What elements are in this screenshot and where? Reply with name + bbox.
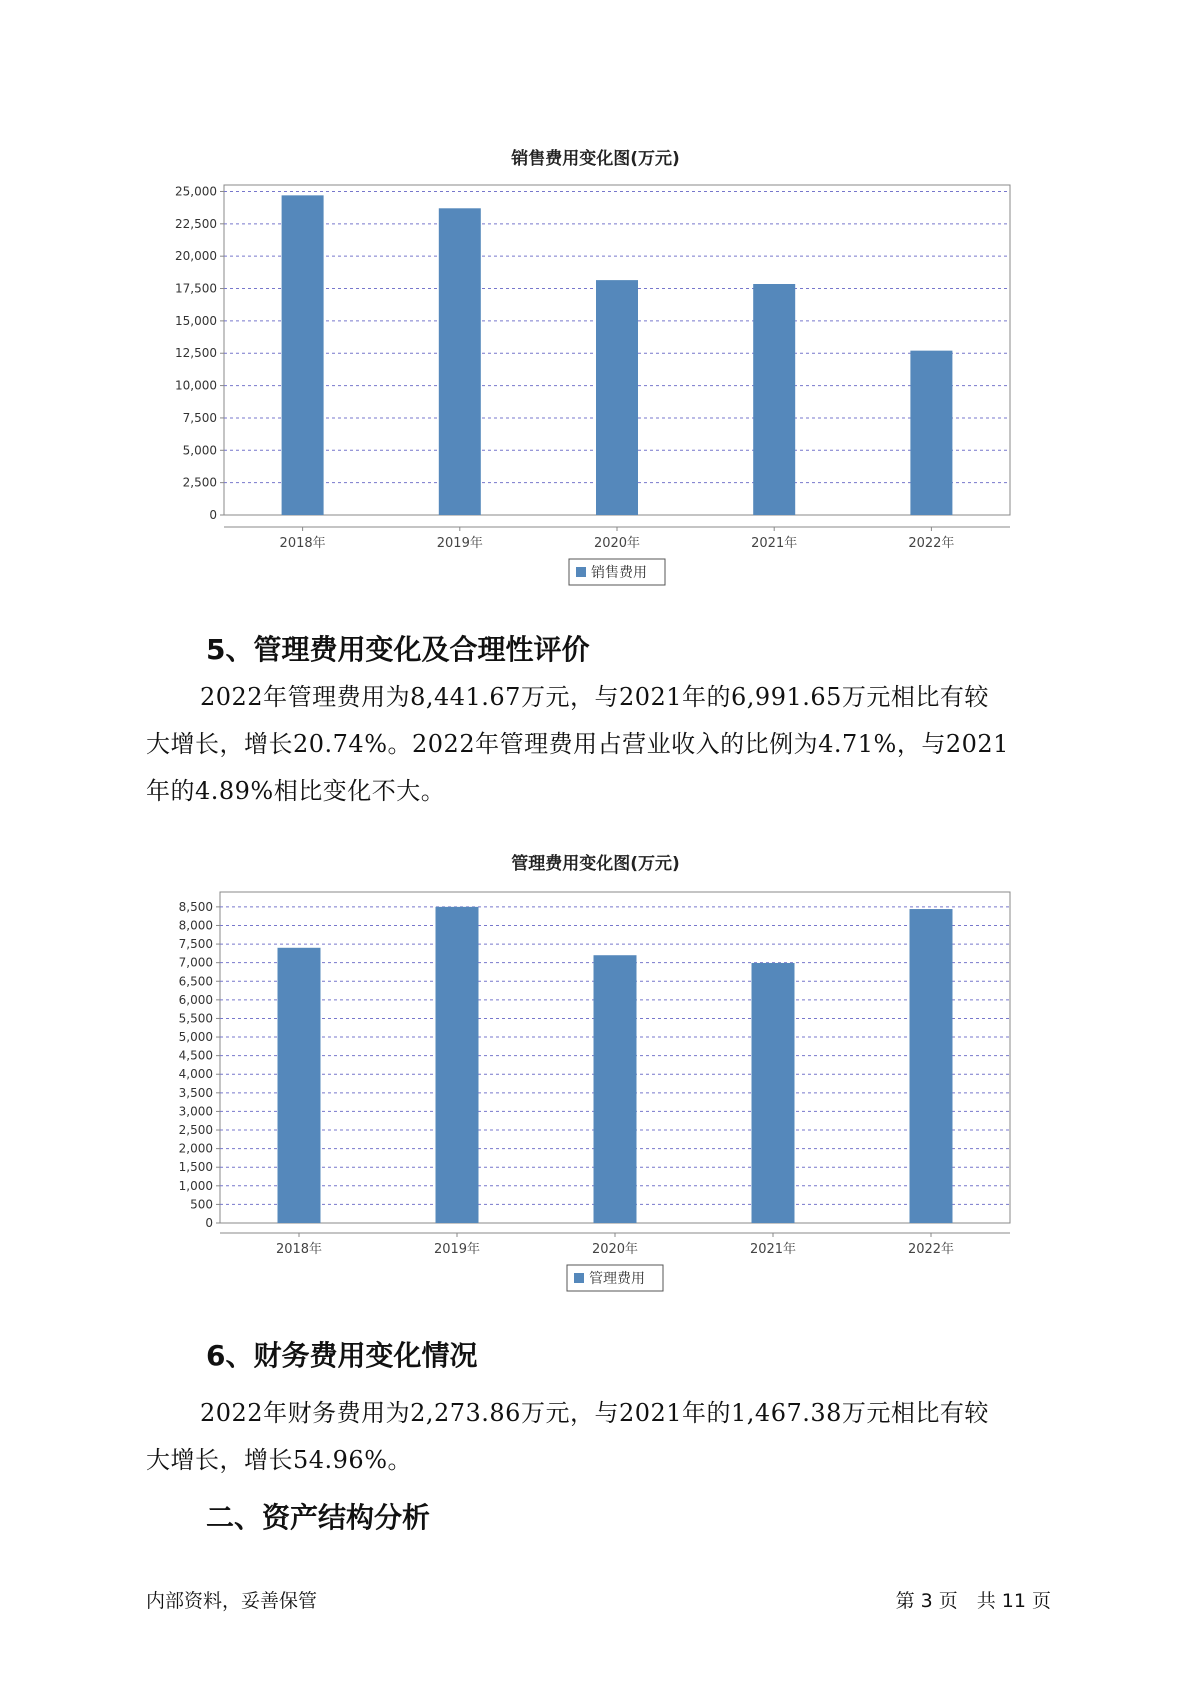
y-tick-label: 15,000: [175, 313, 217, 328]
sales-expense-chart: [0, 170, 1191, 590]
mgmt-chart-title: 管理费用变化图(万元): [511, 854, 680, 874]
y-tick-label: 7,500: [178, 937, 213, 952]
part-2-heading: 二、资产结构分析: [206, 1501, 431, 1534]
y-tick-label: 2,500: [178, 1123, 213, 1138]
y-tick-label: 2,000: [178, 1141, 213, 1156]
legend-label: 销售费用: [591, 565, 647, 581]
section-5-heading: 5、管理费用变化及合理性评价: [206, 633, 590, 666]
y-tick-label: 22,500: [175, 216, 217, 231]
bar: [596, 280, 638, 515]
y-tick-label: 5,500: [178, 1011, 213, 1026]
y-tick-label: 4,500: [178, 1048, 213, 1063]
x-tick-label: 2022年: [907, 1242, 955, 1257]
y-tick-label: 0: [209, 508, 217, 522]
bar: [910, 351, 952, 515]
y-tick-label: 4,000: [178, 1067, 213, 1082]
legend-label: 管理费用: [589, 1271, 645, 1287]
y-tick-label: 5,000: [182, 443, 217, 458]
bar: [910, 909, 953, 1223]
para-line: 大增长，增长20.74%。2022年管理费用占营业收入的比例为4.71%，与2021: [146, 730, 1009, 758]
section-5-paragraph: [146, 674, 1066, 815]
bar: [753, 284, 795, 515]
x-tick-label: 2019年: [436, 536, 483, 551]
y-tick-label: 6,500: [178, 974, 213, 989]
bar: [752, 963, 795, 1223]
mgmt-expense-chart: [0, 880, 1191, 1300]
bar: [439, 208, 481, 515]
y-tick-label: 3,000: [178, 1104, 213, 1119]
para-line: 年的4.89%相比变化不大。: [146, 777, 446, 805]
y-tick-label: 7,500: [182, 410, 217, 425]
bar: [436, 907, 479, 1223]
y-tick-label: 8,000: [178, 918, 213, 933]
y-tick-label: 0: [205, 1216, 213, 1230]
x-tick-label: 2018年: [275, 1242, 323, 1257]
y-tick-label: 3,500: [178, 1085, 213, 1100]
section-6-paragraph: [146, 1390, 1066, 1484]
x-tick-label: 2020年: [593, 536, 641, 551]
y-tick-label: 7,000: [178, 955, 213, 970]
bar: [278, 948, 321, 1223]
y-tick-label: 5,000: [178, 1030, 213, 1045]
x-tick-label: 2020年: [591, 1242, 639, 1257]
y-tick-label: 2,500: [182, 475, 217, 490]
section-6-heading: 6、财务费用变化情况: [206, 1339, 478, 1372]
footer-page-number: 第 3 页 共 11 页: [895, 1590, 1051, 1612]
y-tick-label: 25,000: [175, 184, 217, 199]
sales-chart-title: 销售费用变化图(万元): [511, 149, 680, 169]
footer-confidential: 内部资料，妥善保管: [146, 1590, 318, 1612]
y-tick-label: 20,000: [175, 249, 217, 264]
bar: [594, 955, 637, 1223]
legend-swatch: [574, 1273, 584, 1283]
y-tick-label: 6,000: [178, 992, 213, 1007]
x-tick-label: 2019年: [433, 1242, 481, 1257]
y-tick-label: 8,500: [178, 899, 213, 914]
para-line: 2022年管理费用为8,441.67万元，与2021年的6,991.65万元相比有较: [200, 683, 989, 711]
y-tick-label: 17,500: [175, 281, 217, 296]
x-tick-label: 2018年: [279, 536, 326, 551]
bar: [282, 195, 324, 515]
y-tick-label: 1,500: [178, 1160, 213, 1175]
x-tick-label: 2021年: [749, 1242, 797, 1257]
x-tick-label: 2021年: [751, 536, 798, 551]
para-line: 大增长，增长54.96%。: [146, 1446, 413, 1474]
x-tick-label: 2022年: [908, 536, 955, 551]
y-tick-label: 1,000: [178, 1178, 213, 1193]
legend-swatch: [576, 567, 586, 577]
y-tick-label: 12,500: [175, 346, 217, 361]
para-line: 2022年财务费用为2,273.86万元，与2021年的1,467.38万元相比有较: [200, 1399, 989, 1427]
y-tick-label: 500: [190, 1197, 213, 1212]
y-tick-label: 10,000: [175, 378, 217, 393]
